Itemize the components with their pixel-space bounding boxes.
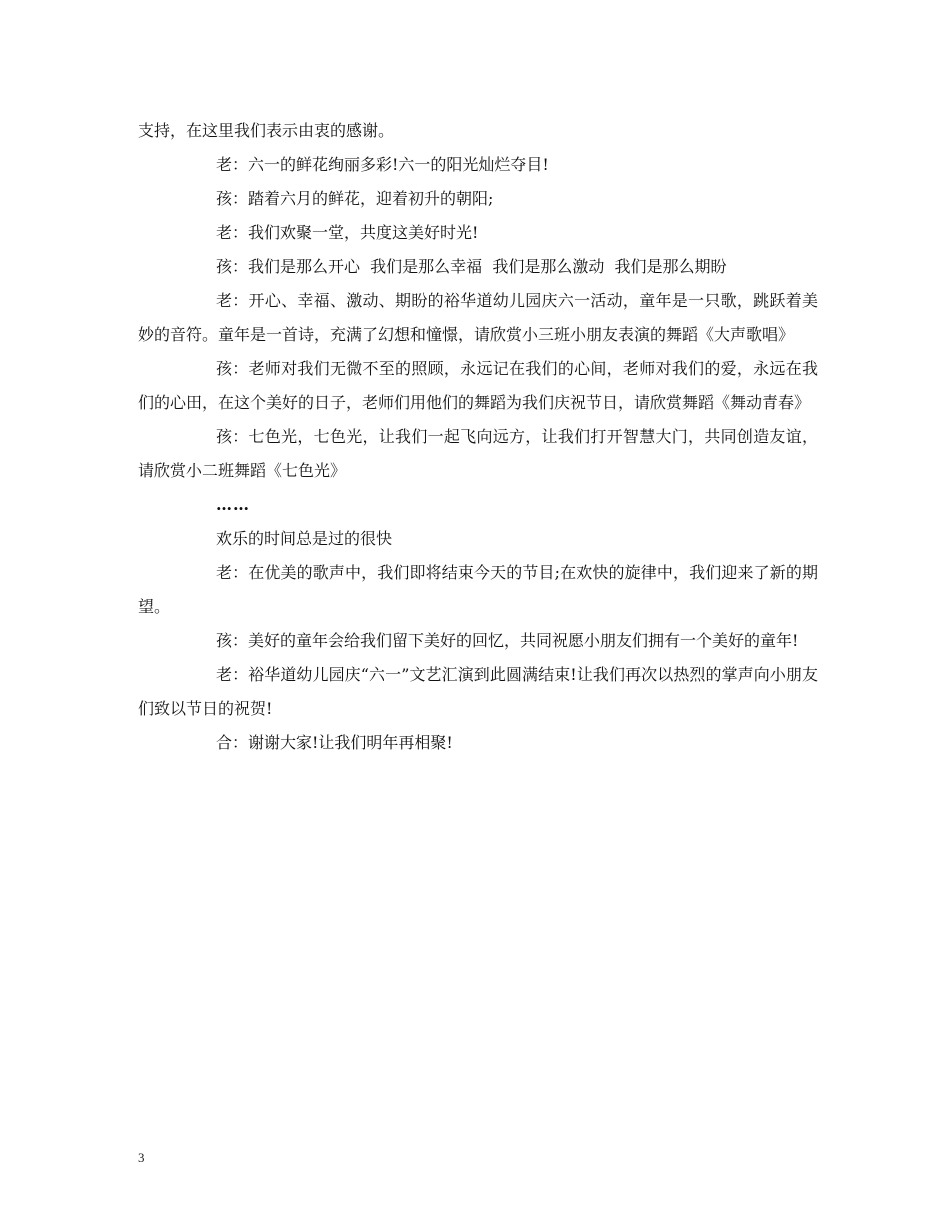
document-body	[138, 114, 818, 760]
paragraph-10: 欢乐的时间总是过的很快	[216, 529, 393, 548]
paragraph-14: 合：谢谢大家!让我们明年再相聚!	[216, 733, 453, 752]
paragraph-11: 老：在优美的歌声中，我们即将结束今天的节目;在欢快的旋律中，我们迎来了新的期望。	[138, 563, 818, 616]
paragraph-4: 老：我们欢聚一堂，共度这美好时光!	[216, 223, 479, 242]
paragraph-7: 孩：老师对我们无微不至的照顾，永远记在我们的心间，老师对我们的爱，永远在我们的心田，在这个美好的日子，老师们用他们的舞蹈为我们庆祝节日，请欣赏舞蹈《舞动青春》	[138, 359, 818, 412]
paragraph-3: 孩：踏着六月的鲜花，迎着初升的朝阳;	[216, 189, 494, 208]
page-number: 3	[138, 1150, 145, 1165]
paragraph-2: 老：六一的鲜花绚丽多彩!六一的阳光灿烂夺目!	[216, 155, 549, 174]
paragraph-12: 孩：美好的童年会给我们留下美好的回忆，共同祝愿小朋友们拥有一个美好的童年!	[216, 631, 799, 650]
paragraph-1: 支持，在这里我们表示由衷的感谢。	[138, 121, 395, 140]
paragraph-8: 孩：七色光，七色光，让我们一起飞向远方，让我们打开智慧大门，共同创造友谊，请欣赏小二班舞蹈《七色光》	[138, 427, 818, 480]
paragraph-6: 老：开心、幸福、激动、期盼的裕华道幼儿园庆六一活动，童年是一只歌，跳跃着美妙的音符。童年是一首诗，充满了幻想和憧憬，请欣赏小三班小朋友表演的舞蹈《大声歌唱》	[138, 291, 818, 344]
paragraph-5: 孩：我们是那么开心 我们是那么幸福 我们是那么激动 我们是那么期盼	[216, 257, 727, 276]
paragraph-ellipsis: ……	[216, 495, 250, 514]
paragraph-13: 老：裕华道幼儿园庆“六一”文艺汇演到此圆满结束!让我们再次以热烈的掌声向小朋友们致以节日的祝贺!	[138, 665, 818, 718]
